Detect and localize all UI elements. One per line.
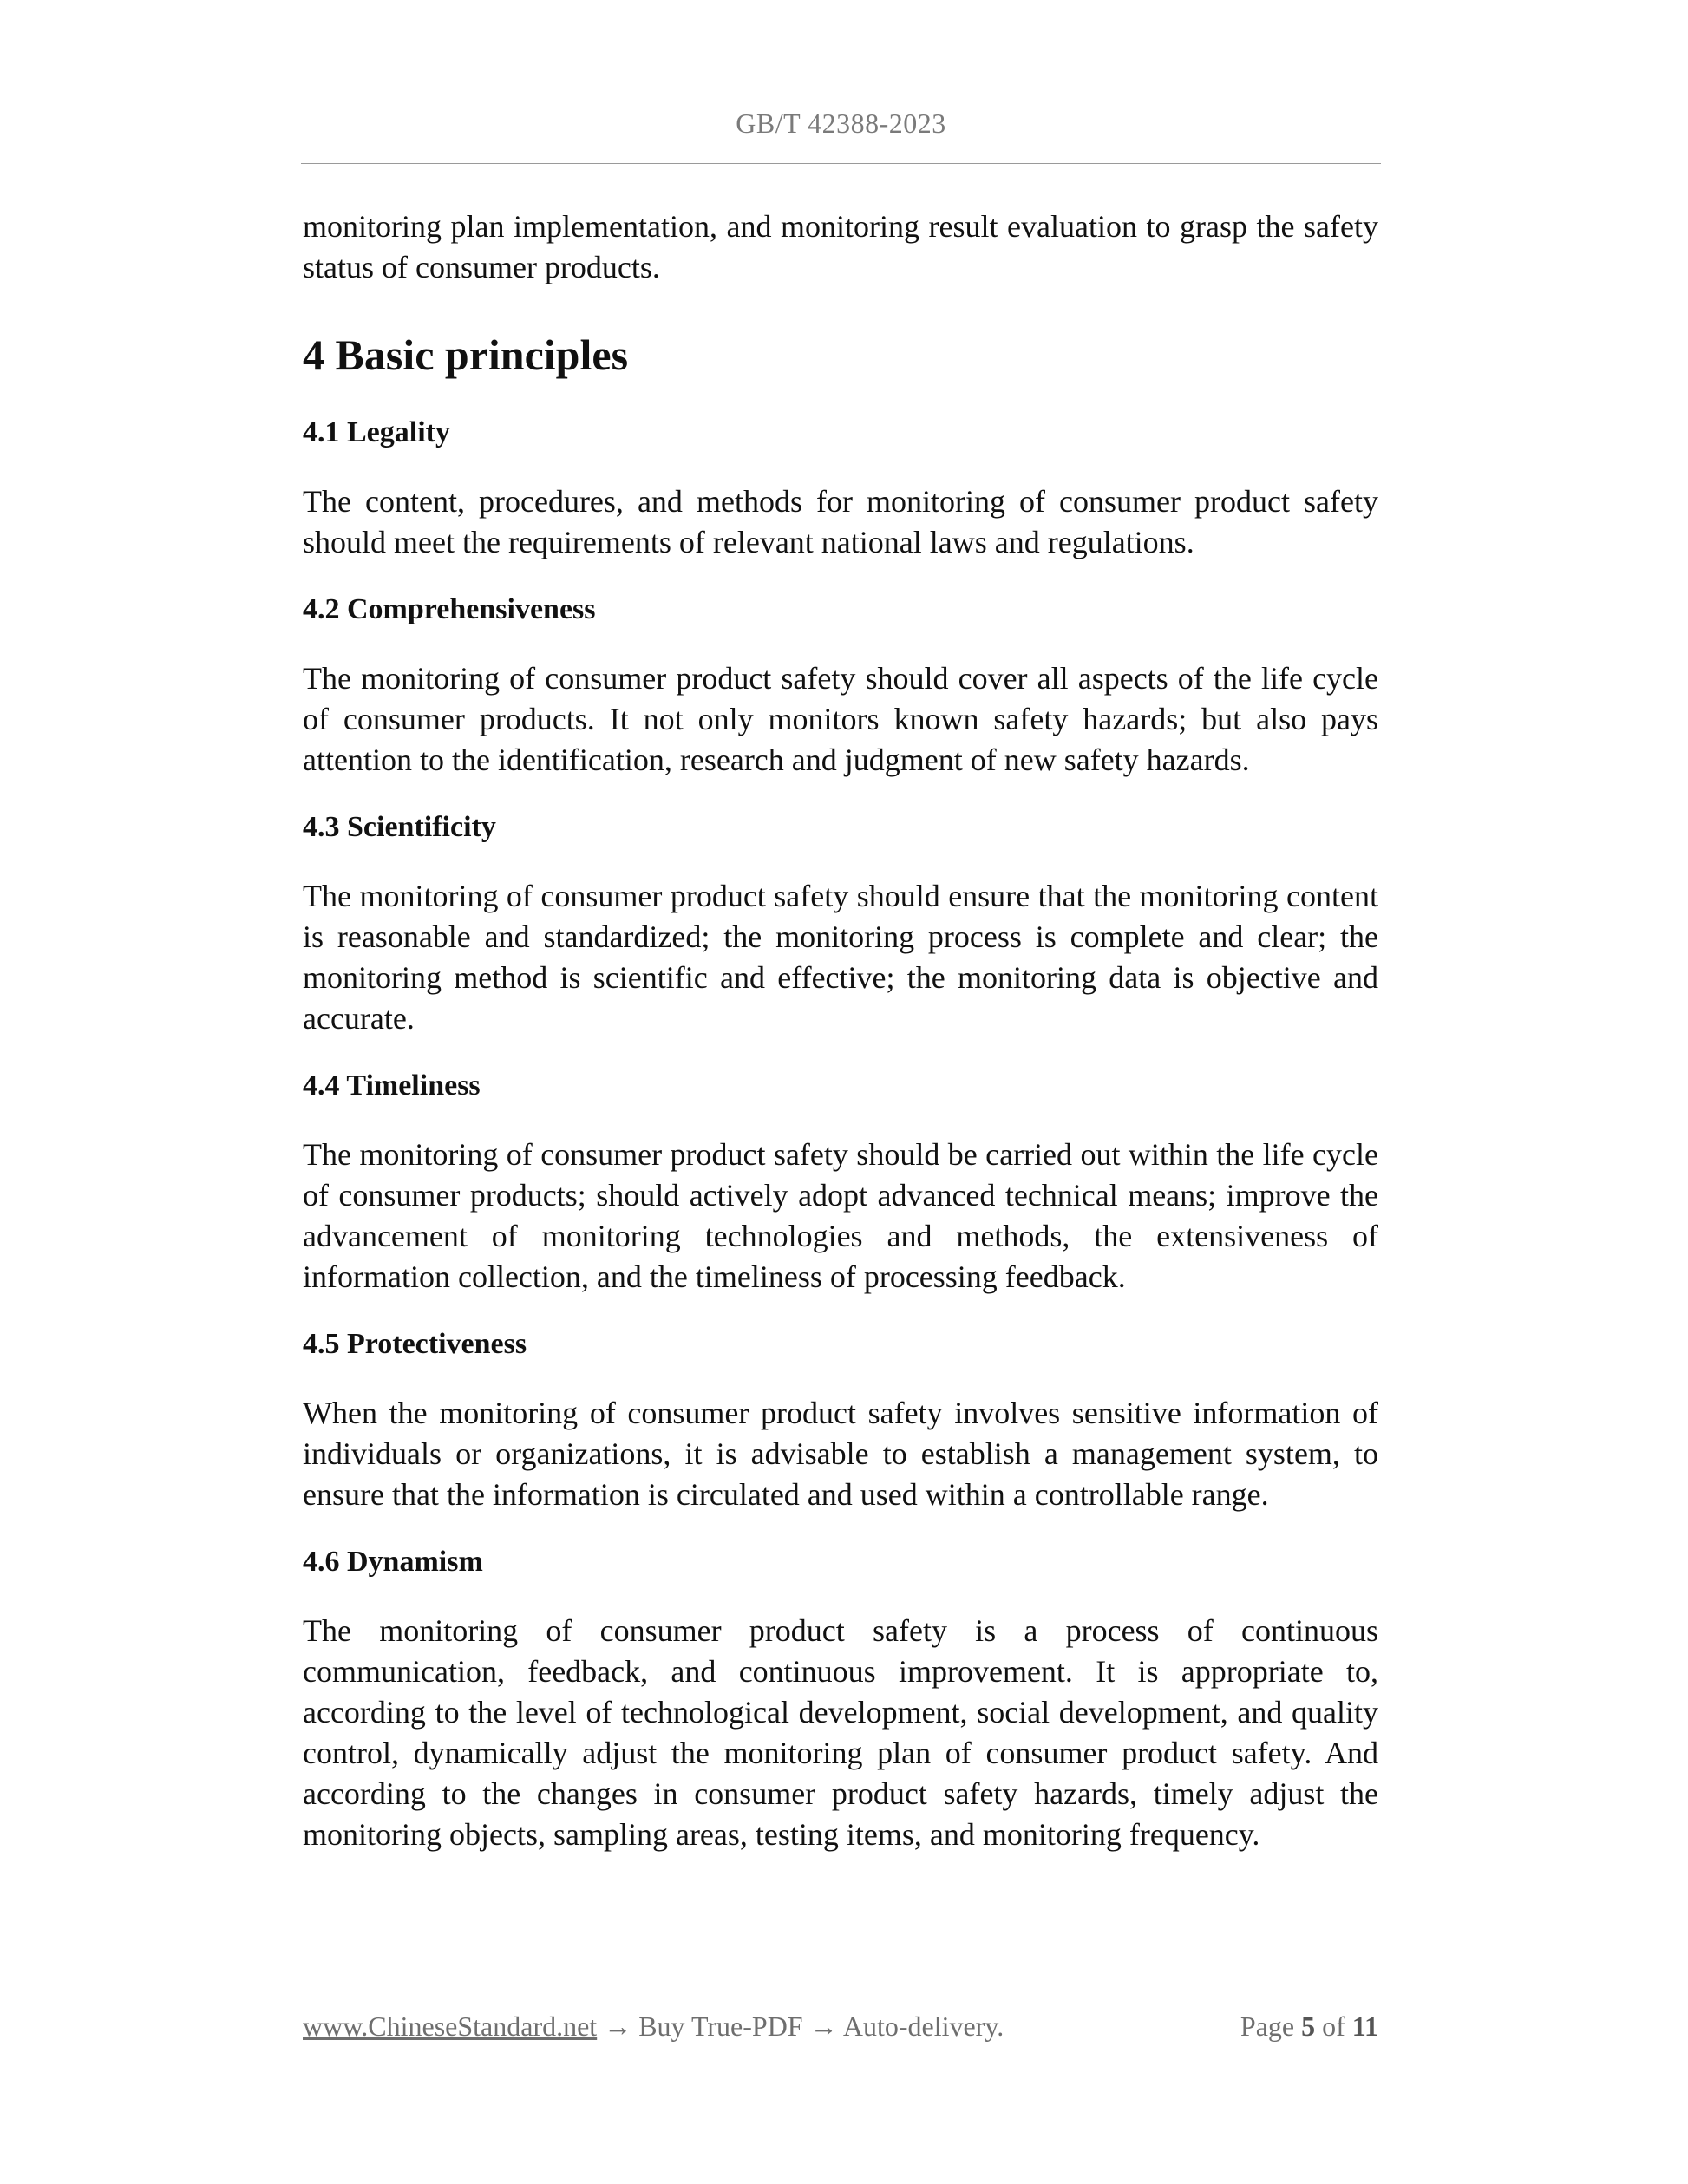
section-title-protectiveness: 4.5 Protectiveness bbox=[303, 1328, 527, 1360]
arrow-right-icon: → bbox=[809, 2011, 838, 2042]
page-current: 5 bbox=[1301, 2011, 1316, 2042]
arrow-right-icon: → bbox=[604, 2011, 632, 2042]
footer-promo bbox=[303, 2007, 1004, 2045]
intro-paragraph: monitoring plan implementation, and monitoring result evaluation to grasp the safety status of consumer products. bbox=[303, 209, 1378, 284]
delivery-text: Auto-delivery. bbox=[842, 2011, 1004, 2042]
section-title-scientificity: 4.3 Scientificity bbox=[303, 811, 496, 843]
page-label: Page bbox=[1240, 2011, 1295, 2042]
section-text-dynamism: The monitoring of consumer product safety is a process of continuous communication, feedback, and continuous improvement. It is appropriate to, according to the level of technological development, social development, and quality control, dynamically adjust the monitoring plan of consumer product safety. And according to the changes in consumer product safety hazards, timely adjust the monitoring objects, sampling areas, testing items, and monitoring frequency. bbox=[303, 1613, 1378, 1852]
section-title-dynamism: 4.6 Dynamism bbox=[303, 1546, 483, 1578]
section-text-protectiveness: When the monitoring of consumer product safety involves sensitive information of individuals or organizations, it is advisable to establish a management system, to ensure that the information is circulated and used within a controllable range. bbox=[303, 1396, 1378, 1512]
section-text-legality: The content, procedures, and methods for monitoring of consumer product safety should meet the requirements of relevant national laws and regulations. bbox=[303, 484, 1378, 559]
section-text-scientificity: The monitoring of consumer product safety should ensure that the monitoring content is reasonable and standardized; the monitoring process is complete and clear; the monitoring method is scientific and effective; the monitoring data is objective and accurate. bbox=[303, 879, 1378, 1036]
section-text-comprehensiveness: The monitoring of consumer product safety should cover all aspects of the life cycle of consumer products. It not only monitors known safety hazards; but also pays attention to the identification, research and judgment of new safety hazards. bbox=[303, 661, 1378, 777]
section-title-legality: 4.1 Legality bbox=[303, 416, 450, 448]
page-number bbox=[1240, 2007, 1378, 2045]
page-footer bbox=[303, 2007, 1378, 2045]
header-doc-id: GB/T 42388-2023 bbox=[736, 108, 946, 139]
site-link[interactable]: www.ChineseStandard.net bbox=[303, 2011, 598, 2042]
page-of: of bbox=[1322, 2011, 1345, 2042]
buy-text: Buy True-PDF bbox=[638, 2011, 803, 2042]
section-text-timeliness: The monitoring of consumer product safety should be carried out within the life cycle of consumer products; should actively adopt advanced technical means; improve the advancement of monitoring technologies and methods, the extensiveness of information collection, and the timeliness of processing feedback. bbox=[303, 1137, 1378, 1294]
header-divider bbox=[301, 163, 1381, 164]
section-title-timeliness: 4.4 Timeliness bbox=[303, 1069, 481, 1102]
page-content bbox=[303, 206, 1378, 1855]
clause-title: 4 Basic principles bbox=[303, 330, 629, 379]
section-title-comprehensiveness: 4.2 Comprehensiveness bbox=[303, 593, 596, 625]
page-total: 11 bbox=[1351, 2011, 1378, 2042]
